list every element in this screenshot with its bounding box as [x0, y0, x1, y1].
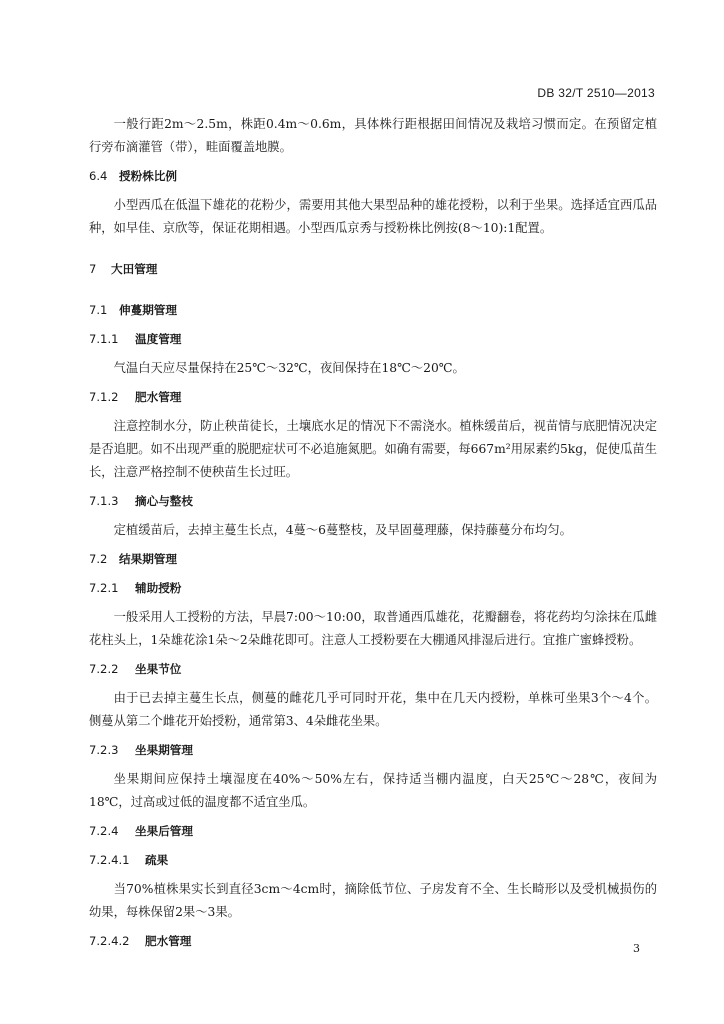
section-heading-7-2-4 [89, 820, 657, 843]
section-heading-7-2 [89, 548, 657, 571]
paragraph: 定植缓苗后，去掉主蔓生长点，4蔓～6蔓整枝，及早固蔓理藤，保持藤蔓分布均匀。 [113, 523, 572, 537]
section-title: 坐果后管理 [135, 824, 193, 838]
paragraph: 由于已去掉主蔓生长点，侧蔓的雌花几乎可同时开花，集中在几天内授粉，单株可坐果3个～4个。侧蔓从第二个雌花开始授粉，通常第3、4朵雌花坐果。 [89, 691, 657, 728]
section-heading-7-1-3 [89, 490, 657, 513]
paragraph: 小型西瓜在低温下雄花的花粉少，需要用其他大果型品种的雄花授粉，以利于坐果。选择适宜西瓜品种，如早佳、京欣等，保证花期相遇。小型西瓜京秀与授粉株比例按(8～10):1配置。 [89, 198, 657, 235]
paragraph: 坐果期间应保持土壤湿度在40%～50%左右，保持适当棚内温度，白天25℃～28℃，夜间为18℃，过高或过低的温度都不适宜坐瓜。 [89, 772, 657, 809]
paragraph: 一般行距2m～2.5m，株距0.4m～0.6m，具体株行距根据田间情况及栽培习惯而定。在预留定植行旁布滴灌管（带），畦面覆盖地膜。 [89, 117, 657, 154]
paragraph: 一般采用人工授粉的方法，早晨7:00～10:00，取普通西瓜雄花，花瓣翻卷，将花药均匀涂抹在瓜雌花柱头上，1朵雄花涂1朵～2朵雌花即可。注意人工授粉要在大棚通风排湿后进行。宜推广蜜蜂授粉。 [89, 610, 657, 647]
section-heading-6-4 [89, 165, 657, 188]
standard-code: DB 32/T 2510—2013 [537, 86, 655, 100]
page-number: 3 [633, 942, 640, 955]
section-number: 7.2.4.2 [89, 934, 130, 948]
section-number: 7.2 [89, 552, 108, 566]
section-title: 肥水管理 [135, 390, 182, 404]
section-number: 7.2.2 [89, 662, 119, 676]
section-title: 坐果期管理 [135, 743, 193, 757]
section-number: 7.2.3 [89, 743, 119, 757]
section-heading-7-2-1 [89, 577, 657, 600]
section-heading-7-1-1 [89, 328, 657, 351]
section-title: 辅助授粉 [135, 581, 182, 595]
section-title: 伸蔓期管理 [119, 303, 177, 317]
section-number: 7.1 [89, 303, 108, 317]
section-number: 7.2.1 [89, 581, 119, 595]
section-title: 结果期管理 [119, 552, 177, 566]
section-heading-7-2-2 [89, 658, 657, 681]
section-heading-7-2-4-2 [89, 930, 657, 953]
section-number: 7.2.4 [89, 824, 119, 838]
section-number: 6.4 [89, 169, 108, 183]
section-title: 坐果节位 [135, 662, 182, 676]
document-body [89, 113, 657, 959]
section-title: 授粉株比例 [119, 169, 177, 183]
paragraph: 气温白天应尽量保持在25℃～32℃，夜间保持在18℃～20℃。 [113, 361, 465, 375]
paragraph: 注意控制水分，防止秧苗徒长，土壤底水足的情况下不需浇水。植株缓苗后，视苗情与底肥情况决定是否追肥。如不出现严重的脱肥症状可不必追施氮肥。如确有需要，每667m²用尿素约5kg，促使瓜苗生长，注意严格控制不使秧苗生长过旺。 [89, 419, 657, 479]
section-heading-7-2-4-1 [89, 849, 657, 872]
section-number: 7.2.4.1 [89, 853, 130, 867]
section-number: 7.1.3 [89, 494, 119, 508]
paragraph: 当70%植株果实长到直径3cm～4cm时，摘除低节位、子房发育不全、生长畸形以及受机械损伤的幼果，每株保留2果～3果。 [89, 882, 657, 919]
section-title: 疏果 [145, 853, 169, 867]
section-number: 7.1.2 [89, 390, 119, 404]
section-number: 7 [89, 262, 97, 276]
section-heading-7-1-2 [89, 386, 657, 409]
section-heading-7 [89, 258, 657, 281]
section-number: 7.1.1 [89, 332, 119, 346]
section-heading-7-1 [89, 299, 657, 322]
section-title: 肥水管理 [145, 934, 192, 948]
section-title: 大田管理 [111, 262, 158, 276]
section-heading-7-2-3 [89, 739, 657, 762]
section-title: 摘心与整枝 [135, 494, 193, 508]
section-title: 温度管理 [135, 332, 182, 346]
